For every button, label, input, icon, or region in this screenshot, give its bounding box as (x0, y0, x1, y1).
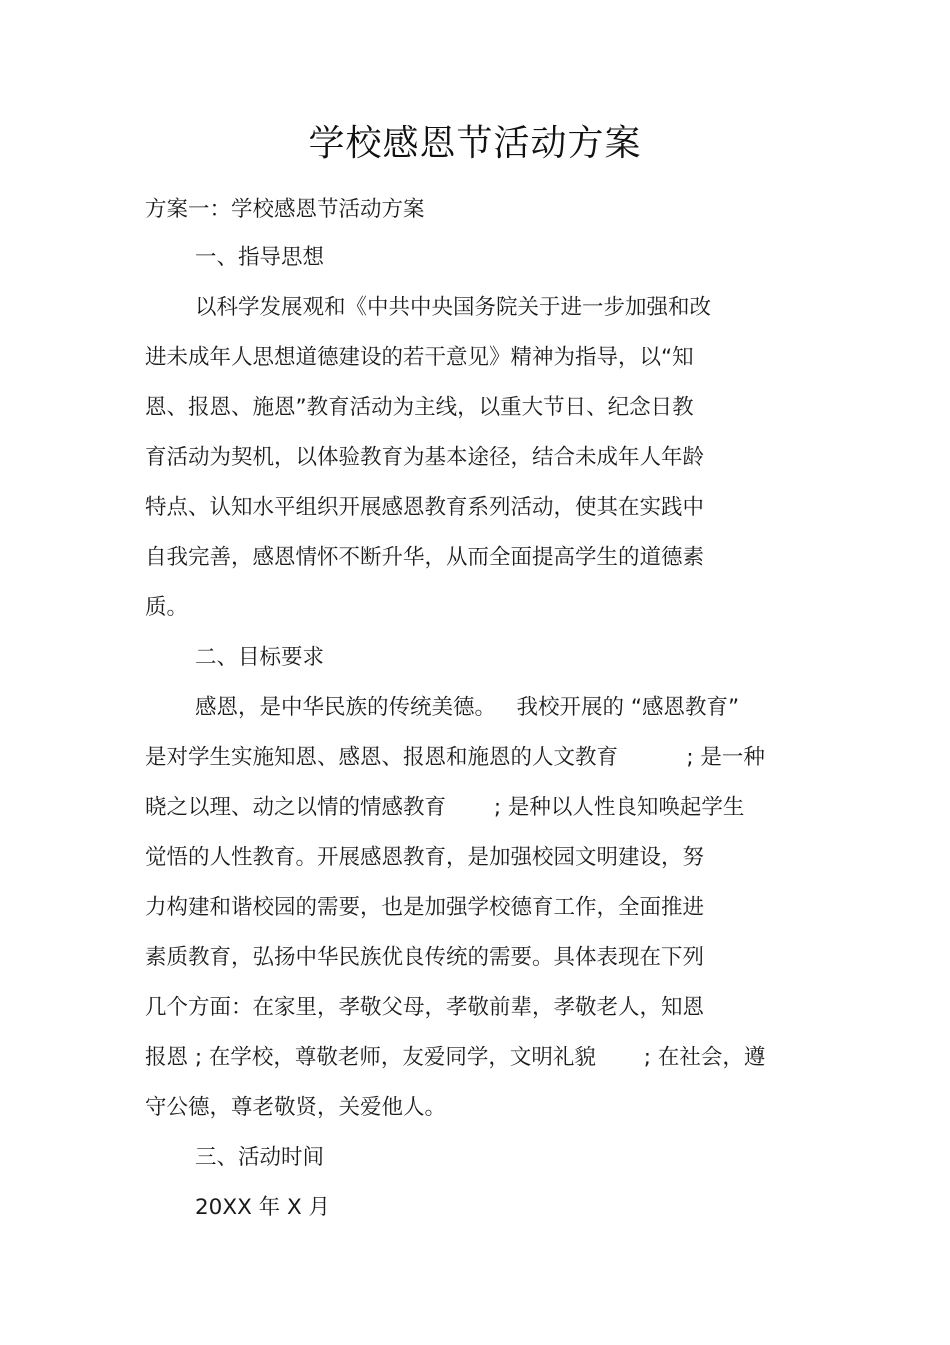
section-heading-activity-time: 三、活动时间 (195, 1145, 325, 1170)
paragraph-line: 晓之以理、动之以情的情感教育 ; 是种以人性良知唤起学生 (145, 795, 745, 820)
section-heading-goals: 二、目标要求 (195, 645, 325, 670)
paragraph-line: 几个方面：在家里，孝敬父母，孝敬前辈，孝敬老人，知恩 (145, 995, 705, 1020)
paragraph-line: 质。 (145, 595, 189, 620)
plan-heading: 方案一：学校感恩节活动方案 (145, 197, 425, 222)
paragraph-line: 自我完善，感恩情怀不断升华，从而全面提高学生的道德素 (145, 545, 705, 570)
paragraph-line: 素质教育，弘扬中华民族优良传统的需要。具体表现在下列 (145, 945, 705, 970)
paragraph-line: 以科学发展观和《中共中央国务院关于进一步加强和改 (195, 295, 712, 320)
paragraph-line: 进未成年人思想道德建设的若干意见》精神为指导，以“知 (145, 345, 694, 370)
paragraph-line: 是对学生实施知恩、感恩、报恩和施恩的人文教育 ; 是一种 (145, 745, 765, 770)
paragraph-line: 育活动为契机，以体验教育为基本途径，结合未成年人年龄 (145, 445, 705, 470)
paragraph-line: 力构建和谐校园的需要，也是加强学校德育工作，全面推进 (145, 895, 705, 920)
paragraph-line: 觉悟的人性教育。开展感恩教育，是加强校园文明建设，努 (145, 845, 705, 870)
paragraph-line: 感恩，是中华民族的传统美德。 我校开展的 “感恩教育” (195, 695, 740, 720)
paragraph-line: 恩、报恩、施恩”教育活动为主线，以重大节日、纪念日教 (145, 395, 694, 420)
document-title: 学校感恩节活动方案 (308, 123, 642, 164)
section-heading-guiding-thought: 一、指导思想 (195, 245, 325, 270)
activity-time-value: 20XX 年 X 月 (195, 1195, 331, 1220)
paragraph-line: 报恩 ; 在学校，尊敬老师，友爱同学，文明礼貌 ; 在社会，遵 (145, 1045, 766, 1070)
paragraph-line: 守公德，尊老敬贤，关爱他人。 (145, 1095, 447, 1120)
paragraph-line: 特点、认知水平组织开展感恩教育系列活动，使其在实践中 (145, 495, 705, 520)
